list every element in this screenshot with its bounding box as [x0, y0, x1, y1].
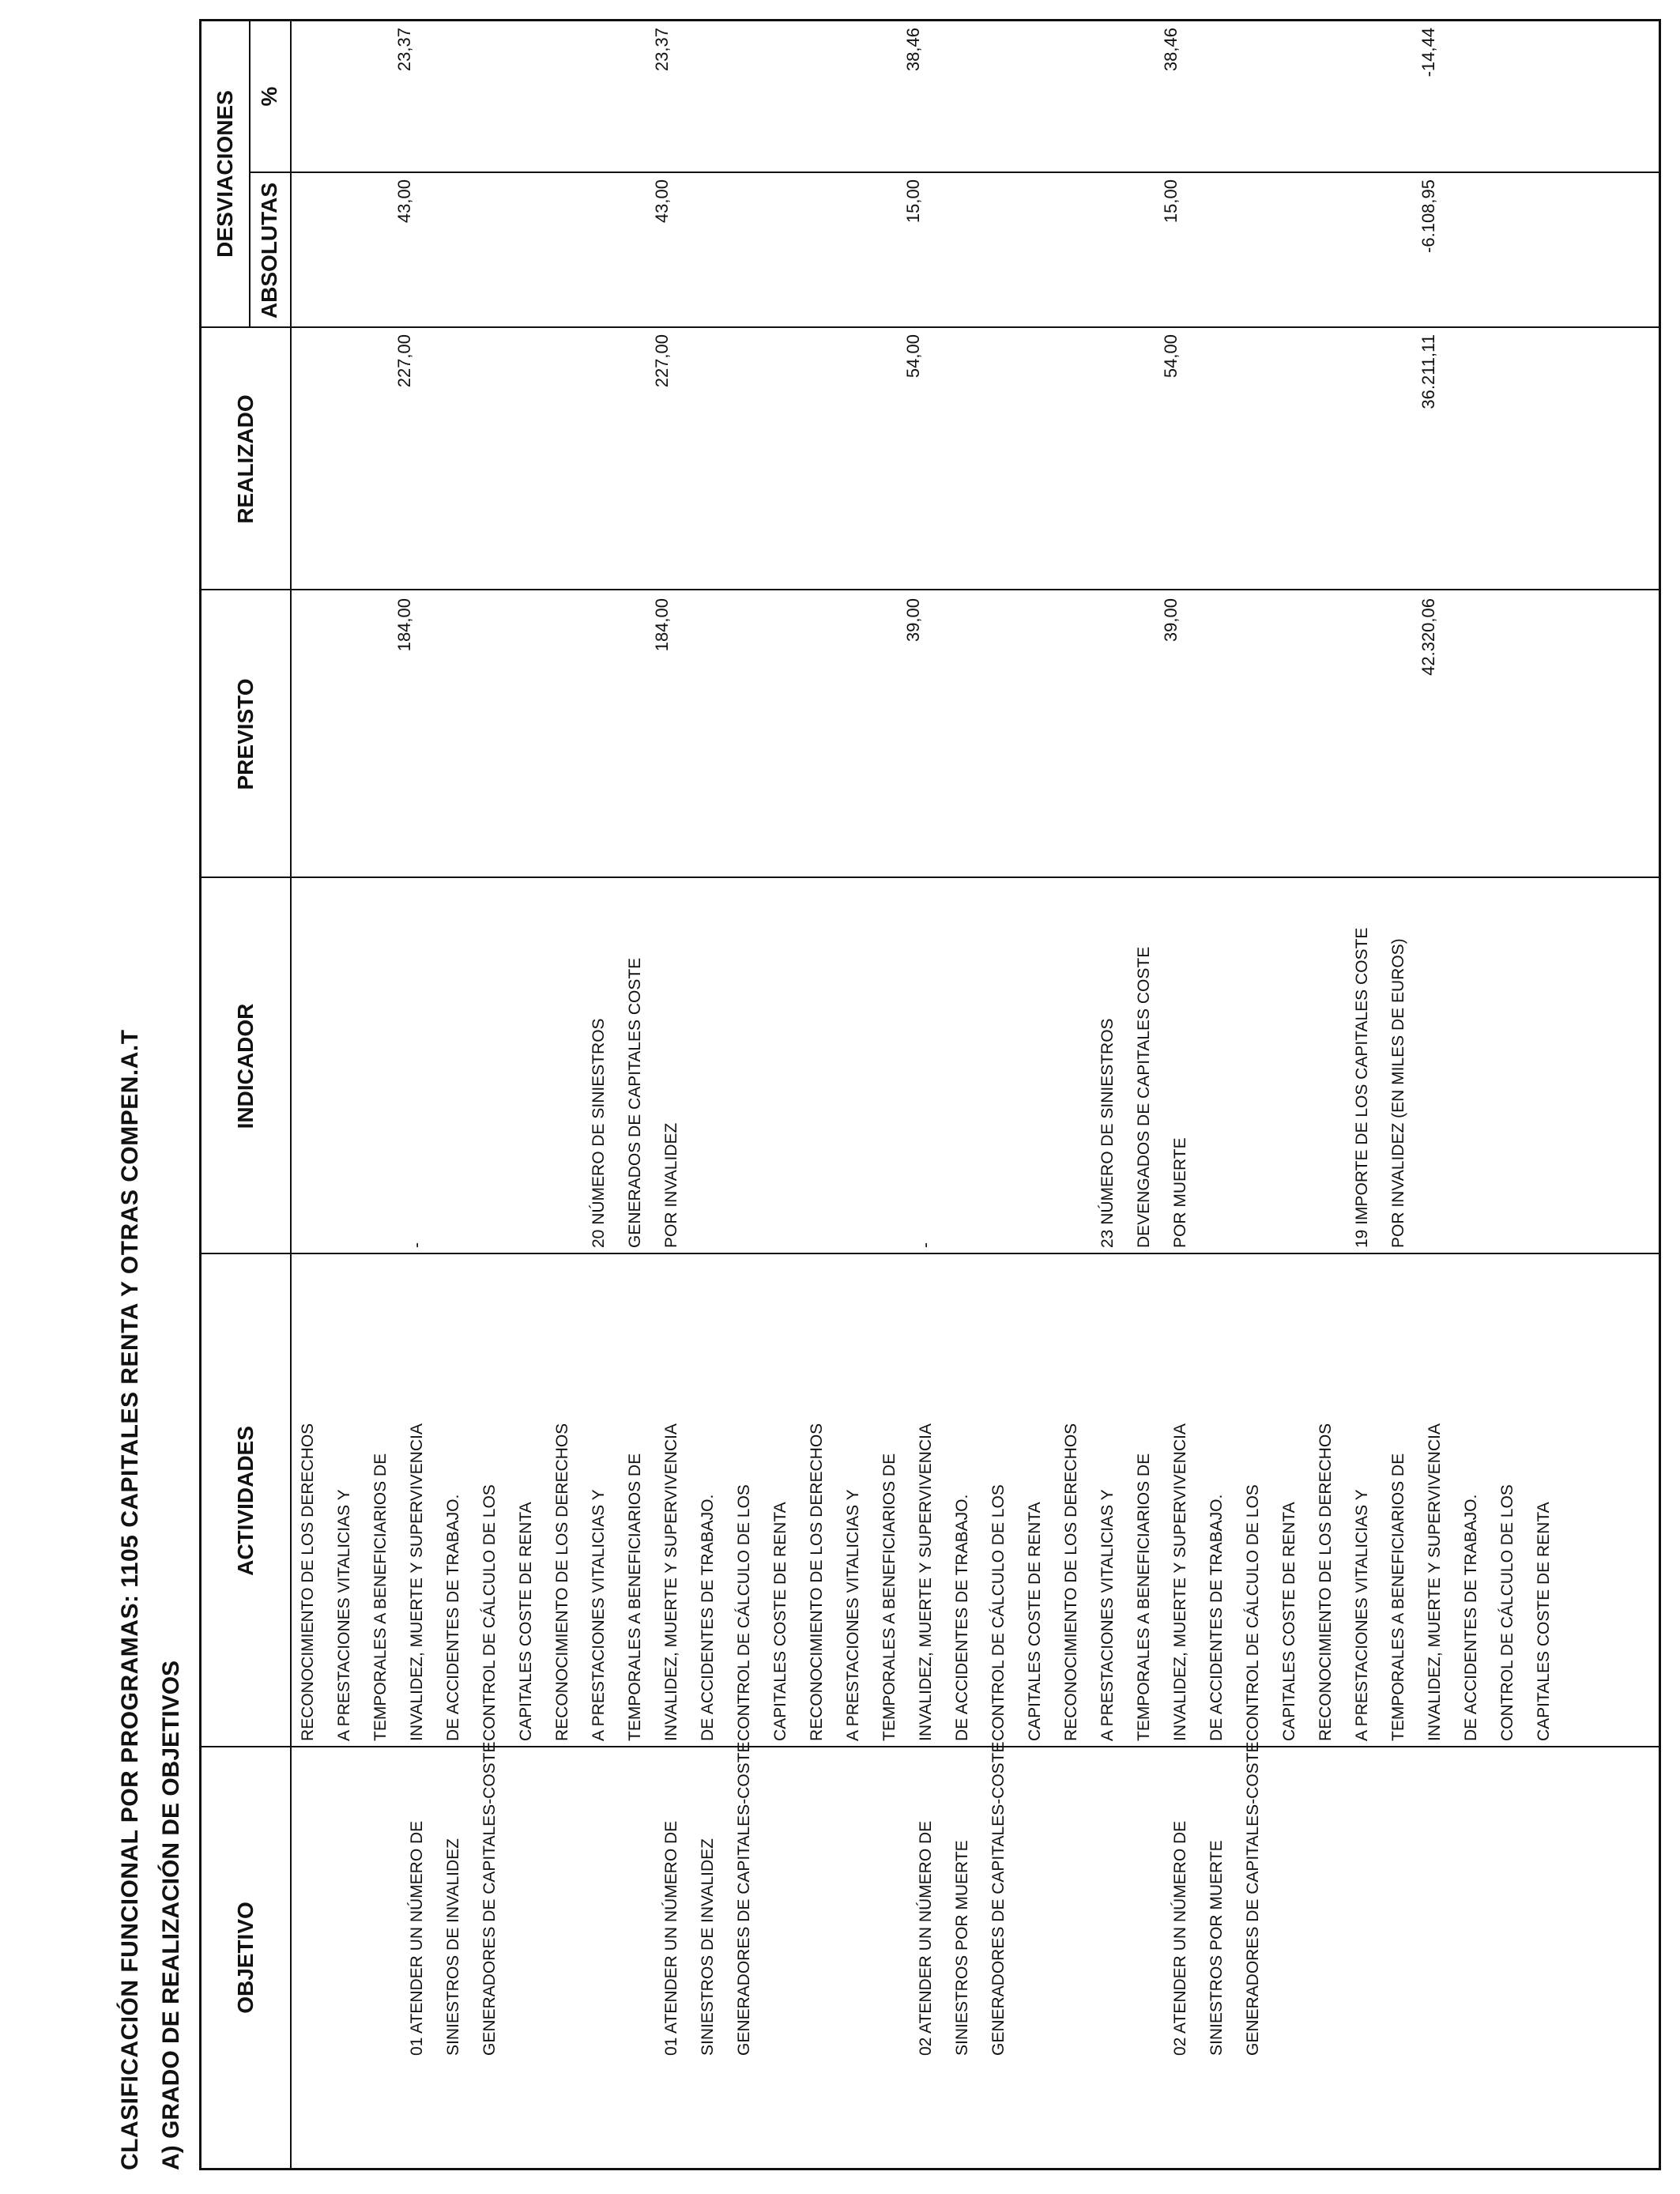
previsto-value: 184,00: [652, 598, 672, 652]
header-desviaciones: DESVIACIONES: [213, 90, 237, 258]
pct-value: 23,37: [394, 28, 414, 72]
absolutas-value: -6.108,95: [1418, 179, 1438, 253]
absolutas-value: 15,00: [903, 179, 923, 224]
indicator-text: 23 NÚMERO DE SINIESTROS DEVENGADOS DE CAPITALES COSTE POR MUERTE: [1098, 946, 1189, 1248]
indicator-text: -: [917, 1242, 935, 1248]
realizado-value: 227,00: [394, 334, 414, 388]
document-subtitle: A) GRADO DE REALIZACIÓN DE OBJETIVOS: [158, 1660, 184, 2170]
absolutas-value: 43,00: [394, 179, 414, 224]
realizado-value: 54,00: [1161, 334, 1181, 379]
absolutas-value: 15,00: [1161, 179, 1181, 224]
indicator-text: 20 NÚMERO DE SINIESTROS GENERADOS DE CAPITALES COSTE POR INVALIDEZ: [590, 957, 680, 1248]
header-indicador: INDICADOR: [233, 1003, 258, 1129]
realizado-value: 227,00: [652, 334, 672, 388]
header-previsto: PREVISTO: [233, 678, 258, 790]
objective-text: 01 ATENDER UN NÚMERO DE SINIESTROS DE INVALIDEZ GENERADORES DE CAPITALES-COSTE: [662, 1741, 753, 2056]
activities-text: RECONOCIMIENTO DE LOS DERECHOS A PRESTACIONES VITALICIAS Y TEMPORALES A BENEFICIARIOS DE INVALIDEZ, MUERTE Y SUPERVIVENCIA DE ACCIDENTES DE TRABAJO. CONTROL DE CÁLCULO DE LOS CAPITALES COSTE DE RENTA: [1062, 1423, 1298, 1741]
header-objetivo: OBJETIVO: [233, 1902, 258, 2014]
col-divider: [202, 589, 1659, 590]
activities-text: RECONOCIMIENTO DE LOS DERECHOS A PRESTACIONES VITALICIAS Y TEMPORALES A BENEFICIARIOS DE INVALIDEZ, MUERTE Y SUPERVIVENCIA DE ACCIDENTES DE TRABAJO. CONTROL DE CÁLCULO DE LOS CAPITALES COSTE DE RENTA: [1317, 1423, 1553, 1741]
indicator-text: -: [408, 1242, 426, 1248]
previsto-value: 184,00: [394, 598, 414, 652]
activities-text: RECONOCIMIENTO DE LOS DERECHOS A PRESTACIONES VITALICIAS Y TEMPORALES A BENEFICIARIOS DE INVALIDEZ, MUERTE Y SUPERVIVENCIA DE ACCIDENTES DE TRABAJO. CONTROL DE CÁLCULO DE LOS CAPITALES COSTE DE RENTA: [808, 1423, 1044, 1741]
realizado-value: 36.211,11: [1418, 334, 1438, 409]
header-actividades: ACTIVIDADES: [233, 1426, 258, 1576]
col-divider: [249, 172, 1659, 173]
previsto-value: 42.320,06: [1418, 598, 1438, 676]
previsto-value: 39,00: [903, 598, 923, 643]
header-realizado: REALIZADO: [233, 394, 258, 524]
objective-text: 01 ATENDER UN NÚMERO DE SINIESTROS DE INVALIDEZ GENERADORES DE CAPITALES-COSTE: [408, 1741, 499, 2056]
pct-value: 38,46: [903, 28, 923, 72]
objective-text: 02 ATENDER UN NÚMERO DE SINIESTROS POR MUERTE GENERADORES DE CAPITALES-COSTE: [917, 1741, 1008, 2056]
document-title: CLASIFICACIÓN FUNCIONAL POR PROGRAMAS: 1105 CAPITALES RENTA Y OTRAS COMPEN.A.T: [117, 1029, 143, 2170]
col-divider: [202, 326, 1659, 328]
activities-text: RECONOCIMIENTO DE LOS DERECHOS A PRESTACIONES VITALICIAS Y TEMPORALES A BENEFICIARIOS DE INVALIDEZ, MUERTE Y SUPERVIVENCIA DE ACCIDENTES DE TRABAJO. CONTROL DE CÁLCULO DE LOS CAPITALES COSTE DE RENTA: [553, 1423, 789, 1741]
col-divider: [202, 1253, 1659, 1254]
pct-value: 38,46: [1161, 28, 1181, 72]
previsto-value: 39,00: [1161, 598, 1181, 643]
pct-value: -14,44: [1418, 28, 1438, 77]
indicator-text: 19 IMPORTE DE LOS CAPITALES COSTE POR INVALIDEZ (EN MILES DE EUROS): [1353, 927, 1407, 1248]
activities-text: RECONOCIMIENTO DE LOS DERECHOS A PRESTACIONES VITALICIAS Y TEMPORALES A BENEFICIARIOS DE INVALIDEZ, MUERTE Y SUPERVIVENCIA DE ACCIDENTES DE TRABAJO. CONTROL DE CÁLCULO DE LOS CAPITALES COSTE DE RENTA: [299, 1423, 535, 1741]
absolutas-value: 43,00: [652, 179, 672, 224]
col-divider: [202, 876, 1659, 878]
header-absolutas: ABSOLUTAS: [257, 182, 281, 319]
objectives-table: [199, 19, 1661, 2170]
header-pct: %: [257, 86, 281, 107]
pct-value: 23,37: [652, 28, 672, 72]
realizado-value: 54,00: [903, 334, 923, 379]
objective-text: 02 ATENDER UN NÚMERO DE SINIESTROS POR MUERTE GENERADORES DE CAPITALES-COSTE: [1171, 1741, 1262, 2056]
